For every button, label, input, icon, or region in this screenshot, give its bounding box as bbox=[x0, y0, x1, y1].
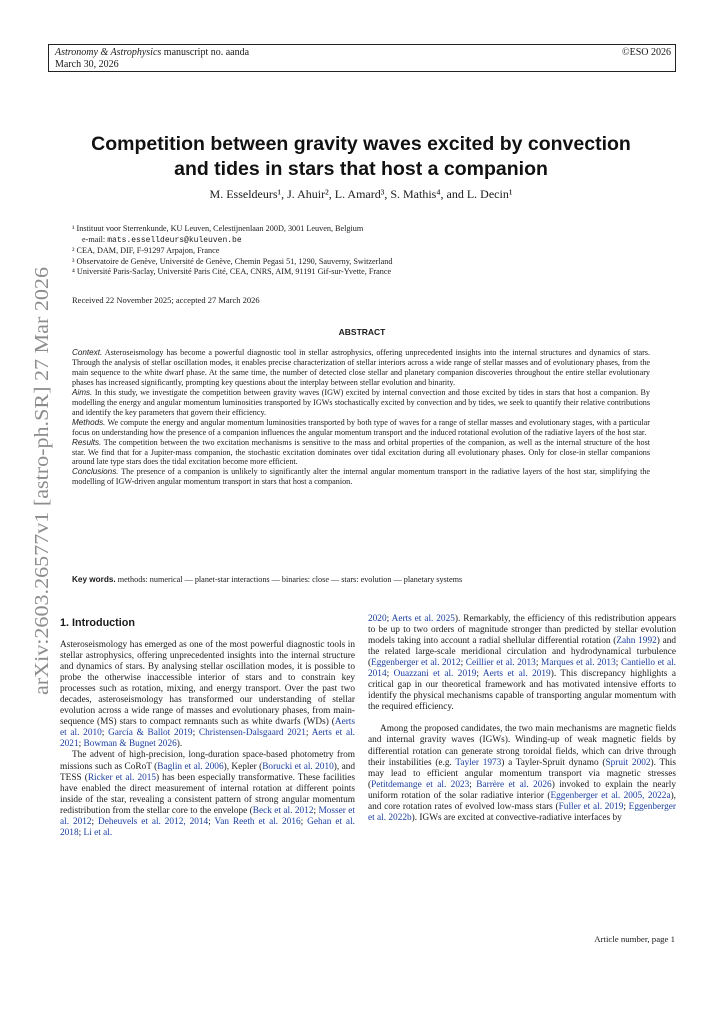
citation-link[interactable]: Aerts et al. 2010 bbox=[60, 717, 355, 739]
citation-link[interactable]: Deheuvels et al. 2012, 2014 bbox=[98, 816, 209, 827]
text-run: ; bbox=[623, 801, 629, 812]
text-run: ; bbox=[91, 816, 99, 827]
text-run: ), and TESS ( bbox=[60, 761, 355, 783]
text-run: ). This discrepancy highlights a critical gap in our theoretical framework and has motivated intensive efforts to identify the physical mechanisms capable of transporting angular momentum with the required efficiency. bbox=[368, 669, 676, 713]
text-run: The advent of high-precision, long-duration space-based photometry from missions such as CoRoT ( bbox=[60, 750, 355, 772]
citation-link[interactable]: Eggenberger et al. 2005, 2022a bbox=[550, 790, 671, 801]
arxiv-stamp bbox=[6, 265, 62, 695]
section-heading: 1. Introduction bbox=[60, 617, 135, 629]
citation-link[interactable]: Zahn 1992 bbox=[616, 636, 657, 647]
manuscript-date: March 30, 2026 bbox=[55, 59, 119, 70]
text-run: ; bbox=[313, 805, 319, 816]
abstract-methods bbox=[72, 418, 650, 438]
citation-link[interactable]: Eggenberger et al. 2022b bbox=[368, 801, 676, 823]
body-column-right bbox=[368, 614, 676, 824]
citation-link[interactable]: Bowman & Bugnet 2026 bbox=[83, 739, 177, 750]
text-run: ; bbox=[386, 669, 394, 680]
text-run: ), and core rotation rates of evolved low-mass stars ( bbox=[368, 790, 676, 812]
intro-paragraph-2 bbox=[60, 750, 355, 838]
manuscript-header bbox=[48, 44, 676, 72]
text-run: Among the proposed candidates, the two main mechanisms are magnetic fields and internal gravity waves (IGWs). Winding-up of weak magnetic fields by differential rotation can generate strong toroidal fields, which can drive through their instabilities (e.g. bbox=[368, 724, 676, 768]
abstract-heading: ABSTRACT bbox=[338, 327, 386, 337]
affiliation-email-line bbox=[72, 235, 652, 247]
context-text: Asteroseismology has become a powerful diagnostic tool in stellar astrophysics, offering unprecedented insights into the internal structures and dynamics of stars. Through the analysis of stellar oscillation modes, it enables precise characterization of stellar interiors across a wide range of stellar masses and of evolutionary phases, from the main sequence to the white dwarf phase. At the same time, the number of detected close stellar and planetary companion discoveries throughout the entire stellar evolutionary phases has increased significantly, prompting key questions about the interplay between stellar evolution and binarity. bbox=[72, 348, 650, 387]
citation-link[interactable]: 2020 bbox=[368, 614, 387, 624]
text-run: ). This may lead to efficient angular momentum transport via magnetic stresses ( bbox=[368, 757, 677, 790]
received-dates: Received 22 November 2025; accepted 27 March 2026 bbox=[72, 295, 260, 305]
aims-text: In this study, we investigate the competition between gravity waves (IGW) excited by internal convection and those excited by tides in stars that host a companion. By modelling the energy and angular momentum luminosities transported by IGWs stochastically excited by convection and by tides, we seek to quantify their relative contributions and identify the key parameters that govern their efficiency. bbox=[72, 387, 650, 417]
text-run: ) invoked to explain the nearly uniform rotation of the solar radiative interior ( bbox=[368, 779, 676, 801]
citation-link[interactable]: Barrère et al. 2026 bbox=[476, 779, 552, 790]
text-run: ; bbox=[78, 827, 84, 838]
text-run: ; bbox=[476, 669, 483, 680]
intro-paragraph-3 bbox=[368, 724, 676, 823]
citation-link[interactable]: Baglin et al. 2006 bbox=[157, 761, 224, 772]
copyright: ©ESO 2026 bbox=[622, 47, 671, 58]
affiliation-1: ¹ Instituut voor Sterrenkunde, KU Leuven, Celestijnenlaan 200D, 3001 Leuven, Belgium bbox=[72, 224, 364, 233]
manuscript-id: manuscript no. aanda bbox=[161, 47, 250, 58]
arxiv-stamp-text: arXiv:2603.26577v1 [astro-ph.SR] 27 Mar 2026 bbox=[32, 316, 53, 695]
conclusions-label: Conclusions. bbox=[72, 467, 119, 477]
results-label: Results. bbox=[72, 437, 102, 447]
affiliation-3: ³ Observatoire de Genève, Université de Genève, Chemin Pegasi 51, 1290, Sauverny, Switzerland bbox=[72, 256, 393, 266]
text-run: ; bbox=[101, 728, 109, 739]
text-run: ). bbox=[176, 739, 183, 750]
citation-link[interactable]: Fuller et al. 2019 bbox=[558, 801, 624, 812]
results-text: The competition between the two excitation mechanisms is sensitive to the mass and orbital properties of the companion, as well as the internal structure of the host star. We find that for a Jupiter-mass companion, the stochastic excitation dominates over tidal excitation during all evolutionary phases. Only for close-in stellar companions around late type stars does the tidal excitation become more efficient. bbox=[72, 437, 650, 467]
citation-link[interactable]: Gehan et al. 2018 bbox=[60, 816, 355, 838]
text-run: ). Remarkably, the efficiency of this redistribution appears to be up to two orders of magnitude stronger than predicted by stellar evolution models taking into account a radial shellular differential rotation ( bbox=[368, 614, 677, 647]
text-run: ), Kepler ( bbox=[223, 761, 263, 772]
methods-label: Methods. bbox=[72, 417, 106, 427]
conclusions-text: The presence of a companion is unlikely to significantly alter the internal angular momentum transport in the radiative layers of the host star, simplifying the modelling of IGW-driven angular momentum transport in stars that host a companion. bbox=[72, 467, 650, 487]
text-run: ). IGWs are excited at convective-radiative interfaces by bbox=[411, 812, 622, 823]
header-left bbox=[55, 47, 249, 71]
intro-paragraph-1 bbox=[60, 640, 355, 750]
text-run: ; bbox=[208, 816, 215, 827]
citation-link[interactable]: Petitdemange et al. 2023 bbox=[371, 779, 470, 790]
text-run: ; bbox=[469, 779, 477, 790]
text-run: ) has been especially transformative. These facilities have enabled the direct measurement of internal rotation at different points inside of the star, revealing a consistent pattern of strong angular momentum redistribution from the stellar core to the envelope ( bbox=[60, 772, 356, 816]
text-run: ; bbox=[615, 658, 621, 669]
affiliation-4: ⁴ Université Paris-Saclay, Université Paris Cité, CEA, CNRS, AIM, 91191 Gif-sur-Yvette, France bbox=[72, 267, 392, 277]
text-run: ; bbox=[460, 658, 466, 669]
citation-link[interactable]: Ouazzani et al. 2019 bbox=[393, 669, 477, 680]
citation-link[interactable]: Spruit 2002 bbox=[605, 757, 651, 768]
text-run: Asteroseismology has emerged as one of the most powerful diagnostic tools in stellar astrophysics, offering unprecedented insights into the internal structure and dynamics of stars. By analysing stellar oscillation modes, it is possible to probe the otherwise inaccessible interior of stars and to constrain key processes such as rotation, mixing, and energy transport. Over the past two decades, asteroseismology has transformed our understanding of stellar evolution across a wide range of masses and evolutionary phases, from main-sequence (MS) stars to compact remnants such as white dwarfs (WDs) ( bbox=[60, 640, 355, 728]
citation-link[interactable]: Tayler 1973 bbox=[455, 757, 502, 768]
text-run: ; bbox=[305, 728, 312, 739]
body-column-left bbox=[60, 640, 355, 839]
text-run: ; bbox=[535, 658, 542, 669]
email-prefix: e-mail: bbox=[82, 234, 108, 244]
affiliations bbox=[72, 224, 652, 278]
text-run: ; bbox=[192, 728, 199, 739]
citation-link[interactable]: Borucki et al. 2010 bbox=[262, 761, 334, 772]
citation-link[interactable]: Ceillier et al. 2013 bbox=[465, 658, 536, 669]
context-label: Context. bbox=[72, 348, 103, 357]
aims-label: Aims. bbox=[72, 387, 93, 397]
page-footer: Article number, page 1 bbox=[594, 934, 675, 944]
methods-text: We compute the energy and angular momentum luminosities transported by both type of waves for a range of stellar masses and evolutionary stages, with a particular focus on understanding how the presence of a companion influences the angular momentum transport and the induced rotational evolution of the radiative layers of the host star. bbox=[72, 417, 650, 437]
citation-link[interactable]: Ricker et al. 2015 bbox=[87, 772, 157, 783]
text-run: ; bbox=[386, 614, 392, 624]
abstract-context bbox=[72, 348, 650, 388]
intro-paragraph-2-cont bbox=[368, 614, 676, 713]
citation-link[interactable]: Cantiello et al. 2014 bbox=[368, 658, 676, 680]
citation-link[interactable]: García & Ballot 2019 bbox=[108, 728, 193, 739]
text-run: ) and the related large-scale meridional circulation and hydrodynamical turbulence ( bbox=[368, 636, 676, 669]
abstract-aims bbox=[72, 388, 650, 418]
keywords-text: methods: numerical — planet-star interactions — binaries: close — stars: evolution — planetary systems bbox=[115, 575, 463, 584]
abstract bbox=[72, 348, 650, 487]
citation-link[interactable]: Beck et al. 2012 bbox=[252, 805, 314, 816]
abstract-results bbox=[72, 438, 650, 468]
citation-link[interactable]: Li et al. bbox=[83, 827, 113, 838]
text-run: ; bbox=[78, 739, 84, 750]
title-line-1: Competition between gravity waves excited by convection bbox=[91, 133, 631, 155]
citation-link[interactable]: Christensen-Dalsgaard 2021 bbox=[198, 728, 306, 739]
citation-link[interactable]: Eggenberger et al. 2012 bbox=[371, 658, 461, 669]
author-list: M. Esseldeurs¹, J. Ahuir², L. Amard³, S. Mathis⁴, and L. Decin¹ bbox=[209, 187, 513, 201]
text-run: ) a Tayler-Spruit dynamo ( bbox=[501, 757, 606, 768]
affiliation-2: ² CEA, DAM, DIF, F-91297 Arpajon, France bbox=[72, 246, 220, 256]
journal-name: Astronomy & Astrophysics bbox=[55, 47, 162, 58]
keywords-label: Key words. bbox=[72, 575, 116, 584]
paper-title bbox=[70, 132, 652, 182]
citation-link[interactable]: Van Reeth et al. 2016 bbox=[214, 816, 301, 827]
citation-link[interactable]: Aerts et al. 2025 bbox=[391, 614, 455, 624]
text-run: ; bbox=[300, 816, 308, 827]
citation-link[interactable]: Mosser et al. 2012 bbox=[60, 805, 355, 827]
author-email[interactable]: mats.esselldeurs@kuleuven.be bbox=[107, 235, 242, 245]
citation-link[interactable]: Marques et al. 2013 bbox=[541, 658, 616, 669]
abstract-conclusions bbox=[72, 467, 650, 487]
keywords bbox=[72, 575, 650, 585]
citation-link[interactable]: Aerts et al. 2019 bbox=[482, 669, 551, 680]
title-line-2: and tides in stars that host a companion bbox=[174, 158, 548, 180]
citation-link[interactable]: Aerts et al. 2021 bbox=[60, 728, 356, 750]
